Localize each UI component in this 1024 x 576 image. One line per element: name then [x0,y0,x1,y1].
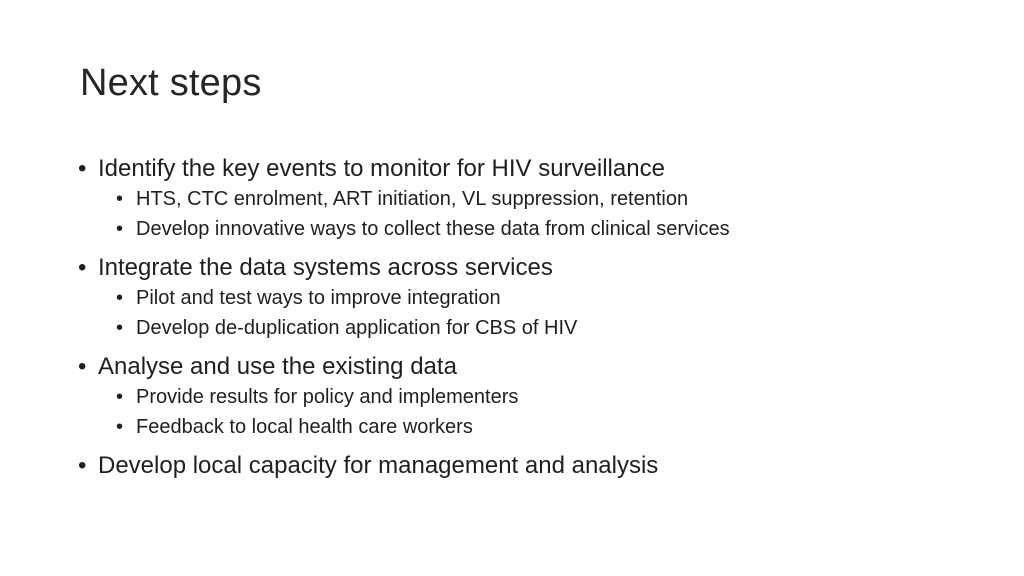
bullet-icon: • [116,218,124,240]
bullet-text: Identify the key events to monitor for HIV surveillance [98,155,665,182]
bullet-icon: • [116,416,124,438]
sub-bullet-item [78,184,978,214]
sub-bullet-text: Feedback to local health care workers [136,416,473,438]
bullet-text: Develop local capacity for management and analysis [98,452,659,479]
bullet-item [78,253,978,283]
sub-bullet-text: Develop de-duplication application for CBS of HIV [136,317,578,339]
bullet-icon: • [78,155,87,182]
bullet-icon: • [116,386,124,408]
bullet-icon: • [116,188,124,210]
bullet-text: Integrate the data systems across services [98,254,553,281]
slide-title: Next steps [80,62,262,104]
sub-bullet-text: Pilot and test ways to improve integration [136,287,501,309]
sub-bullet-item [78,313,978,343]
sub-bullet-item [78,412,978,442]
bullet-icon: • [116,287,124,309]
bullet-item [78,352,978,382]
bullet-list [78,154,978,481]
bullet-icon: • [78,353,87,380]
bullet-icon: • [78,254,87,281]
sub-bullet-item [78,214,978,244]
sub-bullet-text: Develop innovative ways to collect these data from clinical services [136,218,730,240]
bullet-icon: • [116,317,124,339]
bullet-icon: • [78,452,87,479]
sub-bullet-text: Provide results for policy and implementers [136,386,519,408]
sub-bullet-text: HTS, CTC enrolment, ART initiation, VL suppression, retention [136,188,689,210]
sub-bullet-item [78,382,978,412]
bullet-item [78,451,978,481]
sub-bullet-item [78,283,978,313]
bullet-item [78,154,978,184]
bullet-text: Analyse and use the existing data [98,353,457,380]
